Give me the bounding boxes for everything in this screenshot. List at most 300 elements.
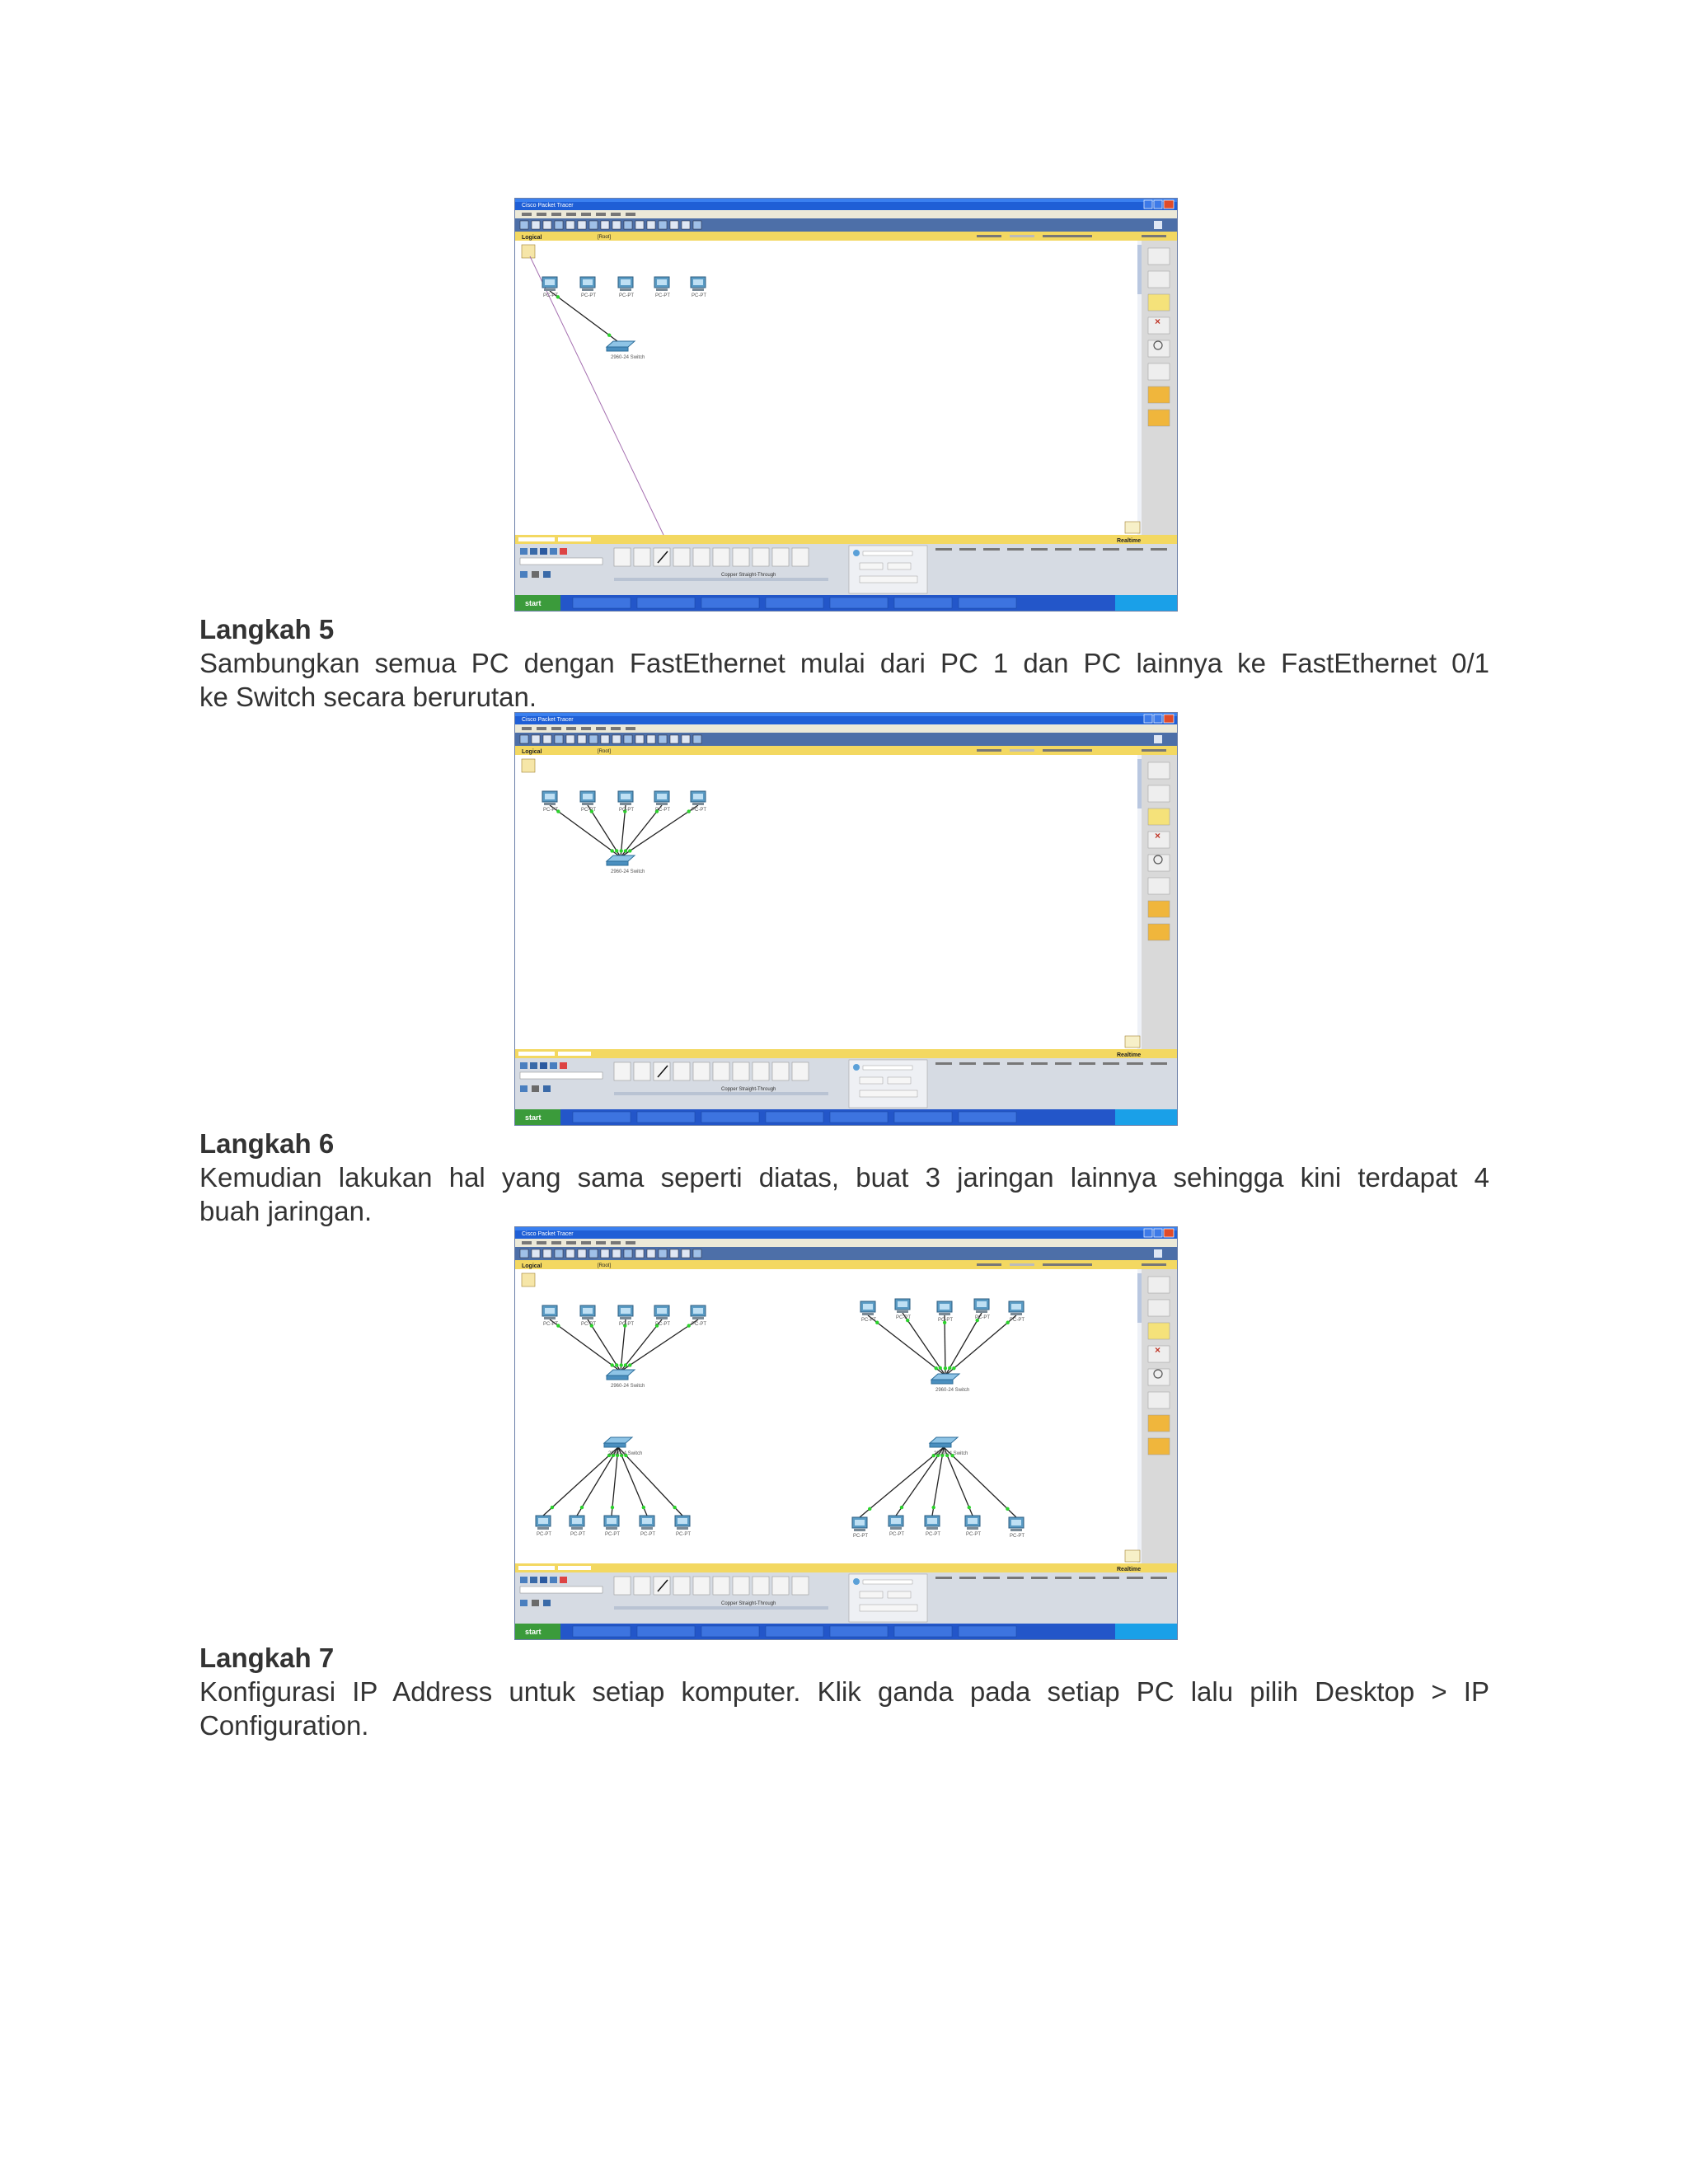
- link-light: [687, 809, 691, 813]
- pc-base: [582, 288, 593, 291]
- toolbar-icon: [601, 735, 609, 743]
- pc-label: PC-PT: [640, 1532, 655, 1537]
- cable-type: [772, 1577, 789, 1595]
- link-light: [615, 1363, 618, 1366]
- pc-screen-glass: [927, 1518, 937, 1524]
- cable-type: [753, 1062, 769, 1080]
- delete-icon: ×: [1155, 1344, 1161, 1356]
- pdu-column-header: [959, 1577, 976, 1579]
- device-category: [520, 571, 528, 578]
- toolbar-icon: [543, 1249, 551, 1258]
- device-category: [520, 1062, 528, 1069]
- step-text-5: [199, 646, 1489, 714]
- pc-screen-glass: [977, 1301, 987, 1307]
- pc-label: PC-PT: [581, 808, 596, 813]
- toolbar-icon: [543, 221, 551, 229]
- workspace-canvas: [515, 755, 1140, 1049]
- toolbar-icon: [601, 1249, 609, 1258]
- device-category: [540, 548, 547, 555]
- toolbar-icon: [589, 221, 598, 229]
- toolbar-icon: [589, 1249, 598, 1258]
- link-light: [611, 1506, 614, 1509]
- palette-tool: [1148, 878, 1170, 894]
- switch-label: 2960-24 Switch: [611, 355, 645, 360]
- cable-type: [614, 1062, 631, 1080]
- toolbar-icon: [659, 221, 667, 229]
- link-light: [624, 849, 627, 852]
- menu-item: [596, 213, 606, 216]
- taskbar-button: [573, 1112, 631, 1122]
- pc-label: PC-PT: [692, 808, 706, 813]
- pc-icon: [580, 1305, 596, 1327]
- toolbar-icon: [520, 1249, 528, 1258]
- pdu-column-header: [1031, 548, 1048, 551]
- device-category: [532, 571, 539, 578]
- pc-base: [890, 1527, 902, 1530]
- minimize-button: [1144, 200, 1152, 209]
- pdu-column-header: [1031, 1062, 1048, 1065]
- link-light: [944, 1366, 947, 1370]
- palette-tool: [1148, 1323, 1170, 1339]
- step-text-5-line-1: Sambungkan semua PC dengan FastEthernet mulai dari PC 1 dan PC lainnya ke FastEthernet 0/1: [199, 648, 1489, 678]
- palette-tool: [1148, 762, 1170, 779]
- toolbar-icon: [612, 735, 621, 743]
- cable-type: [792, 1062, 809, 1080]
- window-title: Cisco Packet Tracer: [522, 1231, 574, 1237]
- pc-screen-glass: [545, 279, 555, 285]
- menu-item: [581, 1241, 591, 1244]
- pc-base: [1010, 1313, 1022, 1315]
- switch-front: [607, 861, 628, 865]
- pc-screen-glass: [583, 794, 593, 799]
- cable-type: [693, 1062, 710, 1080]
- step-text-5-line-2: ke Switch secara berurutan.: [199, 682, 537, 712]
- toolbar-icon: [659, 735, 667, 743]
- maximize-button: [1154, 715, 1162, 723]
- pc-label: PC-PT: [543, 1322, 558, 1327]
- cable-type: [733, 548, 749, 566]
- pdu-column-header: [959, 548, 976, 551]
- device-category: [560, 1577, 567, 1583]
- pdu-column-header: [935, 548, 952, 551]
- taskbar-button: [637, 598, 695, 608]
- pdu-column-header: [1103, 1577, 1119, 1579]
- pc-screen-glass: [693, 794, 703, 799]
- pc-base: [620, 288, 631, 291]
- pc-icon: [889, 1516, 904, 1537]
- delete-button: [888, 1591, 911, 1598]
- menu-item: [626, 213, 635, 216]
- pc-label: PC-PT: [1010, 1534, 1025, 1539]
- cable-scroll: [614, 1092, 828, 1095]
- pdu-column-header: [1079, 1062, 1095, 1065]
- taskbar-button: [637, 1112, 695, 1122]
- status-bar: [515, 535, 1177, 544]
- taskbar-button: [573, 598, 631, 608]
- taskbar-button: [701, 1112, 759, 1122]
- time-box: [518, 1566, 555, 1570]
- pc-screen-glass: [642, 1518, 652, 1524]
- pc-base: [620, 1317, 631, 1319]
- pc-label: PC-PT: [570, 1532, 585, 1537]
- pc-base: [544, 1317, 556, 1319]
- toolbar-icon: [635, 1249, 644, 1258]
- pc-screen-glass: [657, 1308, 667, 1314]
- pc-icon: [536, 1516, 551, 1537]
- pc-base: [976, 1310, 987, 1313]
- bar-label: [977, 749, 1001, 752]
- pc-label: PC-PT: [938, 1318, 953, 1323]
- pc-icon: [542, 1305, 558, 1327]
- toolbar-icon: [670, 221, 678, 229]
- pc-label: PC-PT: [543, 293, 558, 298]
- bar-label: [1010, 235, 1034, 237]
- taskbar-button: [959, 1112, 1016, 1122]
- pdu-column-header: [983, 548, 1000, 551]
- cable-type: [792, 1577, 809, 1595]
- pc-screen-glass: [621, 1308, 631, 1314]
- device-category: [560, 1062, 567, 1069]
- bar-label: [1010, 749, 1034, 752]
- toolbar-icon: [624, 1249, 632, 1258]
- pdu-column-header: [1055, 548, 1071, 551]
- pc-icon: [1009, 1517, 1025, 1539]
- cable-type: [693, 1577, 710, 1595]
- pc-screen-glass: [898, 1301, 907, 1307]
- pc-label: PC-PT: [1010, 1318, 1025, 1323]
- toolbar-icon: [520, 221, 528, 229]
- step-text-6-line-1: Kemudian lakukan hal yang sama seperti diatas, buat 3 jaringan lainnya sehingga kini terdapat 4: [199, 1162, 1489, 1193]
- system-tray: [1115, 595, 1177, 611]
- step-title-5: Langkah 5: [199, 614, 335, 644]
- cable-type: [713, 1577, 729, 1595]
- device-category: [560, 548, 567, 555]
- cable-type: [673, 1062, 690, 1080]
- menu-item: [611, 213, 621, 216]
- toolbar-icon: [624, 735, 632, 743]
- cable-type: [733, 1062, 749, 1080]
- pc-screen-glass: [863, 1304, 873, 1310]
- time-box: [518, 1052, 555, 1056]
- pc-label: PC-PT: [853, 1534, 868, 1539]
- cable-type: [792, 548, 809, 566]
- pc-icon: [925, 1516, 940, 1537]
- pdu-column-header: [1103, 1062, 1119, 1065]
- toolbar-icon: [647, 735, 655, 743]
- toolbar-icon: [1154, 221, 1162, 229]
- realtime-icon: [1125, 1550, 1140, 1562]
- cable-scroll: [614, 578, 828, 581]
- menu-item: [522, 213, 532, 216]
- link-light: [968, 1506, 971, 1509]
- new-button: [860, 1591, 883, 1598]
- cable-type: [733, 1577, 749, 1595]
- link-light: [620, 1363, 623, 1366]
- pdu-column-header: [1151, 1577, 1167, 1579]
- palette-tool: [1148, 808, 1170, 825]
- pc-icon: [691, 791, 706, 813]
- canvas-scroll-thumb: [1137, 1273, 1142, 1323]
- bar-label: [1043, 1263, 1092, 1266]
- pdu-column-header: [983, 1062, 1000, 1065]
- pc-base: [692, 1317, 704, 1319]
- realtime-label: Realtime: [1117, 538, 1142, 544]
- device-category: [520, 548, 528, 555]
- scenario-icon: [853, 1578, 860, 1585]
- step-text-7-line-2: Configuration.: [199, 1710, 369, 1741]
- scenario-select: [863, 1066, 912, 1070]
- device-category: [550, 1577, 557, 1583]
- titlebar-highlight: [515, 199, 1177, 202]
- toolbar-icon: [520, 735, 528, 743]
- palette-tool: [1148, 248, 1170, 265]
- cable-type: [673, 1577, 690, 1595]
- menu-item: [522, 1241, 532, 1244]
- pdu-column-header: [935, 1062, 952, 1065]
- pc-base: [656, 803, 668, 805]
- toolbar-icon: [1154, 1249, 1162, 1258]
- pc-icon: [691, 277, 706, 298]
- bar-label: [977, 235, 1001, 237]
- tab-root: [Root]: [598, 749, 612, 754]
- pc-base: [967, 1527, 978, 1530]
- pc-screen-glass: [621, 794, 631, 799]
- pc-label: PC-PT: [619, 808, 634, 813]
- pc-screen-glass: [545, 1308, 555, 1314]
- toolbar-icon: [1154, 735, 1162, 743]
- pc-icon: [937, 1301, 953, 1323]
- pc-icon: [965, 1516, 981, 1537]
- new-button: [860, 1077, 883, 1084]
- toolbar-icon: [566, 221, 574, 229]
- switch-front: [607, 347, 628, 351]
- toolbar-icon: [647, 1249, 655, 1258]
- scenario-select: [863, 1580, 912, 1584]
- link-light: [628, 1363, 631, 1366]
- workspace-canvas: [515, 241, 1140, 535]
- toolbar-icon: [555, 221, 563, 229]
- link-light: [642, 1506, 645, 1509]
- taskbar-button: [959, 598, 1016, 608]
- pc-base: [862, 1313, 874, 1315]
- pc-label: PC-PT: [619, 1322, 634, 1327]
- scenario-icon: [853, 1064, 860, 1071]
- device-category: [550, 1062, 557, 1069]
- bar-label: [977, 1263, 1001, 1266]
- pdu-column-header: [1127, 548, 1143, 551]
- pc-base: [544, 288, 556, 291]
- pc-base: [897, 1310, 908, 1313]
- screenshot-step5: [514, 712, 1178, 1126]
- toolbar-icon: [555, 735, 563, 743]
- canvas-scroll-thumb: [1137, 245, 1142, 294]
- link-light: [610, 849, 613, 852]
- palette-tool: [1148, 363, 1170, 380]
- step-text-6: [199, 1160, 1489, 1228]
- menu-item: [626, 1241, 635, 1244]
- realtime-label: Realtime: [1117, 1567, 1142, 1572]
- palette-tool: [1148, 410, 1170, 426]
- pc-label: PC-PT: [692, 1322, 706, 1327]
- pdu-column-header: [1151, 1062, 1167, 1065]
- pc-label: PC-PT: [537, 1532, 551, 1537]
- bar-label: [1142, 235, 1166, 237]
- menu-item: [626, 727, 635, 730]
- device-category: [532, 1600, 539, 1606]
- device-category: [520, 1085, 528, 1092]
- pc-screen-glass: [968, 1518, 978, 1524]
- link-light: [628, 849, 631, 852]
- switch-label: 2960-24 Switch: [934, 1451, 968, 1456]
- pc-icon: [580, 791, 596, 813]
- taskbar-button: [894, 1626, 952, 1637]
- pc-label: PC-PT: [543, 808, 558, 813]
- link-light: [687, 1324, 691, 1327]
- toolbar-icon: [670, 1249, 678, 1258]
- pc-label: PC-PT: [655, 808, 670, 813]
- link-light: [610, 1363, 613, 1366]
- cable-type: [634, 548, 650, 566]
- pdu-column-header: [1151, 548, 1167, 551]
- pc-screen-glass: [1011, 1304, 1021, 1310]
- link-light: [939, 1366, 942, 1370]
- link-light: [900, 1506, 903, 1509]
- pc-icon: [570, 1516, 585, 1537]
- step-title-6: Langkah 6: [199, 1128, 335, 1159]
- realtime-label: Realtime: [1117, 1052, 1142, 1058]
- minimize-button: [1144, 715, 1152, 723]
- titlebar-highlight: [515, 1227, 1177, 1230]
- pc-base: [606, 1527, 617, 1530]
- switch-label: 2960-24 Switch: [611, 869, 645, 874]
- close-button: [1164, 200, 1174, 209]
- pc-base: [1010, 1529, 1022, 1531]
- link-light: [615, 849, 618, 852]
- palette-tool: [1148, 1300, 1170, 1316]
- link-light: [551, 1506, 554, 1509]
- toolbar-icon: [601, 221, 609, 229]
- cable-type: [654, 1062, 670, 1080]
- cable-type: [753, 548, 769, 566]
- menu-item: [537, 213, 546, 216]
- tab-logical: Logical: [522, 749, 542, 755]
- pdu-column-header: [1007, 1062, 1024, 1065]
- toolbar-icon: [682, 735, 690, 743]
- scenario-icon: [853, 550, 860, 556]
- delete-icon: ×: [1155, 830, 1161, 841]
- step-title-7: Langkah 7: [199, 1643, 335, 1673]
- switch-front: [604, 1443, 626, 1447]
- tab-root: [Root]: [598, 235, 612, 240]
- toolbar-icon: [543, 735, 551, 743]
- delete-button: [888, 563, 911, 569]
- switch-label: 2960-24 Switch: [935, 1388, 970, 1393]
- link-light: [607, 333, 611, 336]
- palette-tool: [1148, 855, 1170, 871]
- system-tray: [1115, 1109, 1177, 1125]
- new-button: [860, 563, 883, 569]
- pc-icon: [618, 791, 634, 813]
- switch-label: 2960-24 Switch: [611, 1384, 645, 1389]
- toolbar-icon: [693, 221, 701, 229]
- cable-name: Copper Straight-Through: [721, 573, 776, 578]
- menu-item: [537, 1241, 546, 1244]
- switch-front: [607, 1376, 628, 1380]
- step-text-7: [199, 1675, 1489, 1742]
- device-category: [532, 1085, 539, 1092]
- taskbar-button: [830, 1626, 888, 1637]
- menu-item: [537, 727, 546, 730]
- system-tray: [1115, 1624, 1177, 1639]
- palette-tool: [1148, 1277, 1170, 1293]
- cable-type: [713, 1062, 729, 1080]
- pdu-window-button: [860, 1090, 917, 1097]
- pc-icon: [618, 1305, 634, 1327]
- close-button: [1164, 1229, 1174, 1237]
- taskbar-button: [894, 1112, 952, 1122]
- pdu-column-header: [1127, 1577, 1143, 1579]
- pc-label: PC-PT: [975, 1315, 990, 1320]
- pc-screen-glass: [855, 1520, 865, 1526]
- palette-tool: [1148, 271, 1170, 288]
- pc-screen-glass: [940, 1304, 950, 1310]
- link-light: [952, 1366, 955, 1370]
- cable-type: [654, 548, 670, 566]
- device-type-label: [520, 1586, 603, 1593]
- pc-base: [692, 803, 704, 805]
- maximize-button: [1154, 200, 1162, 209]
- pc-icon: [542, 791, 558, 813]
- pc-label: PC-PT: [581, 1322, 596, 1327]
- pc-label: PC-PT: [605, 1532, 620, 1537]
- pc-base: [571, 1527, 583, 1530]
- pc-screen-glass: [538, 1518, 548, 1524]
- screenshot-step6: [514, 1226, 1178, 1640]
- power-box: [558, 1052, 591, 1056]
- device-type-label: [520, 558, 603, 565]
- toolbar-icon: [624, 221, 632, 229]
- tab-logical: Logical: [522, 235, 542, 241]
- menu-item: [581, 727, 591, 730]
- toolbar-icon: [612, 221, 621, 229]
- taskbar-button: [766, 1112, 823, 1122]
- pc-screen-glass: [583, 279, 593, 285]
- taskbar-button: [701, 1626, 759, 1637]
- menu-item: [551, 1241, 561, 1244]
- pdu-column-header: [1007, 548, 1024, 551]
- toolbar-icon: [578, 221, 586, 229]
- switch-front: [930, 1443, 951, 1447]
- cluster-icon: [522, 759, 535, 772]
- pc-label: PC-PT: [896, 1315, 911, 1320]
- menu-item: [611, 1241, 621, 1244]
- bar-label: [1043, 749, 1092, 752]
- pc-base: [641, 1527, 653, 1530]
- taskbar-button: [637, 1626, 695, 1637]
- pc-label: PC-PT: [655, 1322, 670, 1327]
- cable-name: Copper Straight-Through: [721, 1601, 776, 1606]
- toolbar-icon: [555, 1249, 563, 1258]
- close-button: [1164, 715, 1174, 723]
- palette-tool: [1148, 785, 1170, 802]
- pc-base: [692, 288, 704, 291]
- cable-type: [673, 548, 690, 566]
- toolbar-icon: [670, 735, 678, 743]
- toolbar-icon: [578, 1249, 586, 1258]
- toolbar-icon: [532, 221, 540, 229]
- cable-scroll: [614, 1606, 828, 1610]
- pc-label: PC-PT: [619, 293, 634, 298]
